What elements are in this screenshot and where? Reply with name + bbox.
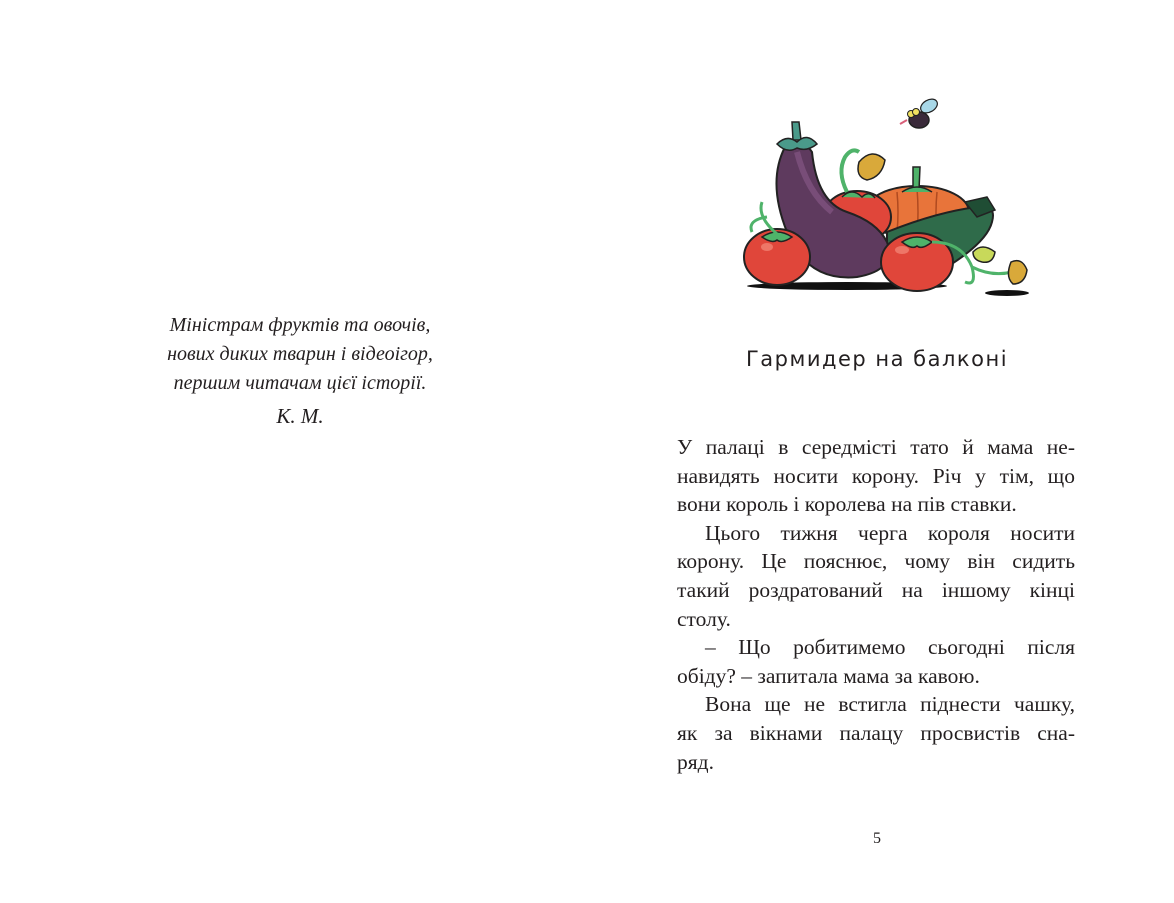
bean-icon xyxy=(973,247,1027,284)
dedication-line: нових диких тварин і відеоігор, xyxy=(167,343,433,365)
author-initials: К. М. xyxy=(276,404,324,428)
text-line: У палаці в середмісті тато й мама не- xyxy=(677,435,1075,459)
text-line: – Що робитимемо сьогодні після xyxy=(705,635,1075,660)
text-line: корону. Це пояснює, чому він сидить xyxy=(677,549,1075,574)
text-line: Цього тижня черга короля носити xyxy=(705,520,1075,545)
text-line: навидять носити корону. Річ у тім, що xyxy=(677,463,1075,488)
page-number: 5 xyxy=(873,830,881,847)
text-line: ряд. xyxy=(677,749,714,774)
fly-icon xyxy=(900,96,940,128)
text-line: Вона ще не встигла піднести чашку, xyxy=(705,692,1075,717)
text-line: обіду? – запитала мама за кавою. xyxy=(677,663,980,688)
dedication-line: першим читачам цієї історії. xyxy=(173,372,427,394)
right-page xyxy=(587,0,1174,903)
dedication-line: Міністрам фруктів та овочів, xyxy=(169,314,431,336)
chapter-body-text xyxy=(677,433,1075,776)
dedication xyxy=(100,311,500,398)
vegetables-illustration xyxy=(737,92,1037,302)
chapter-title: Гармидер на балконі xyxy=(745,347,1009,371)
text-line: столу. xyxy=(677,606,731,631)
text-line: такий роздратований на іншому кінці xyxy=(677,577,1075,602)
text-line: як за вікнами палацу просвистів сна- xyxy=(677,720,1075,745)
text-line: вони король і королева на пів ставки. xyxy=(677,492,1017,517)
